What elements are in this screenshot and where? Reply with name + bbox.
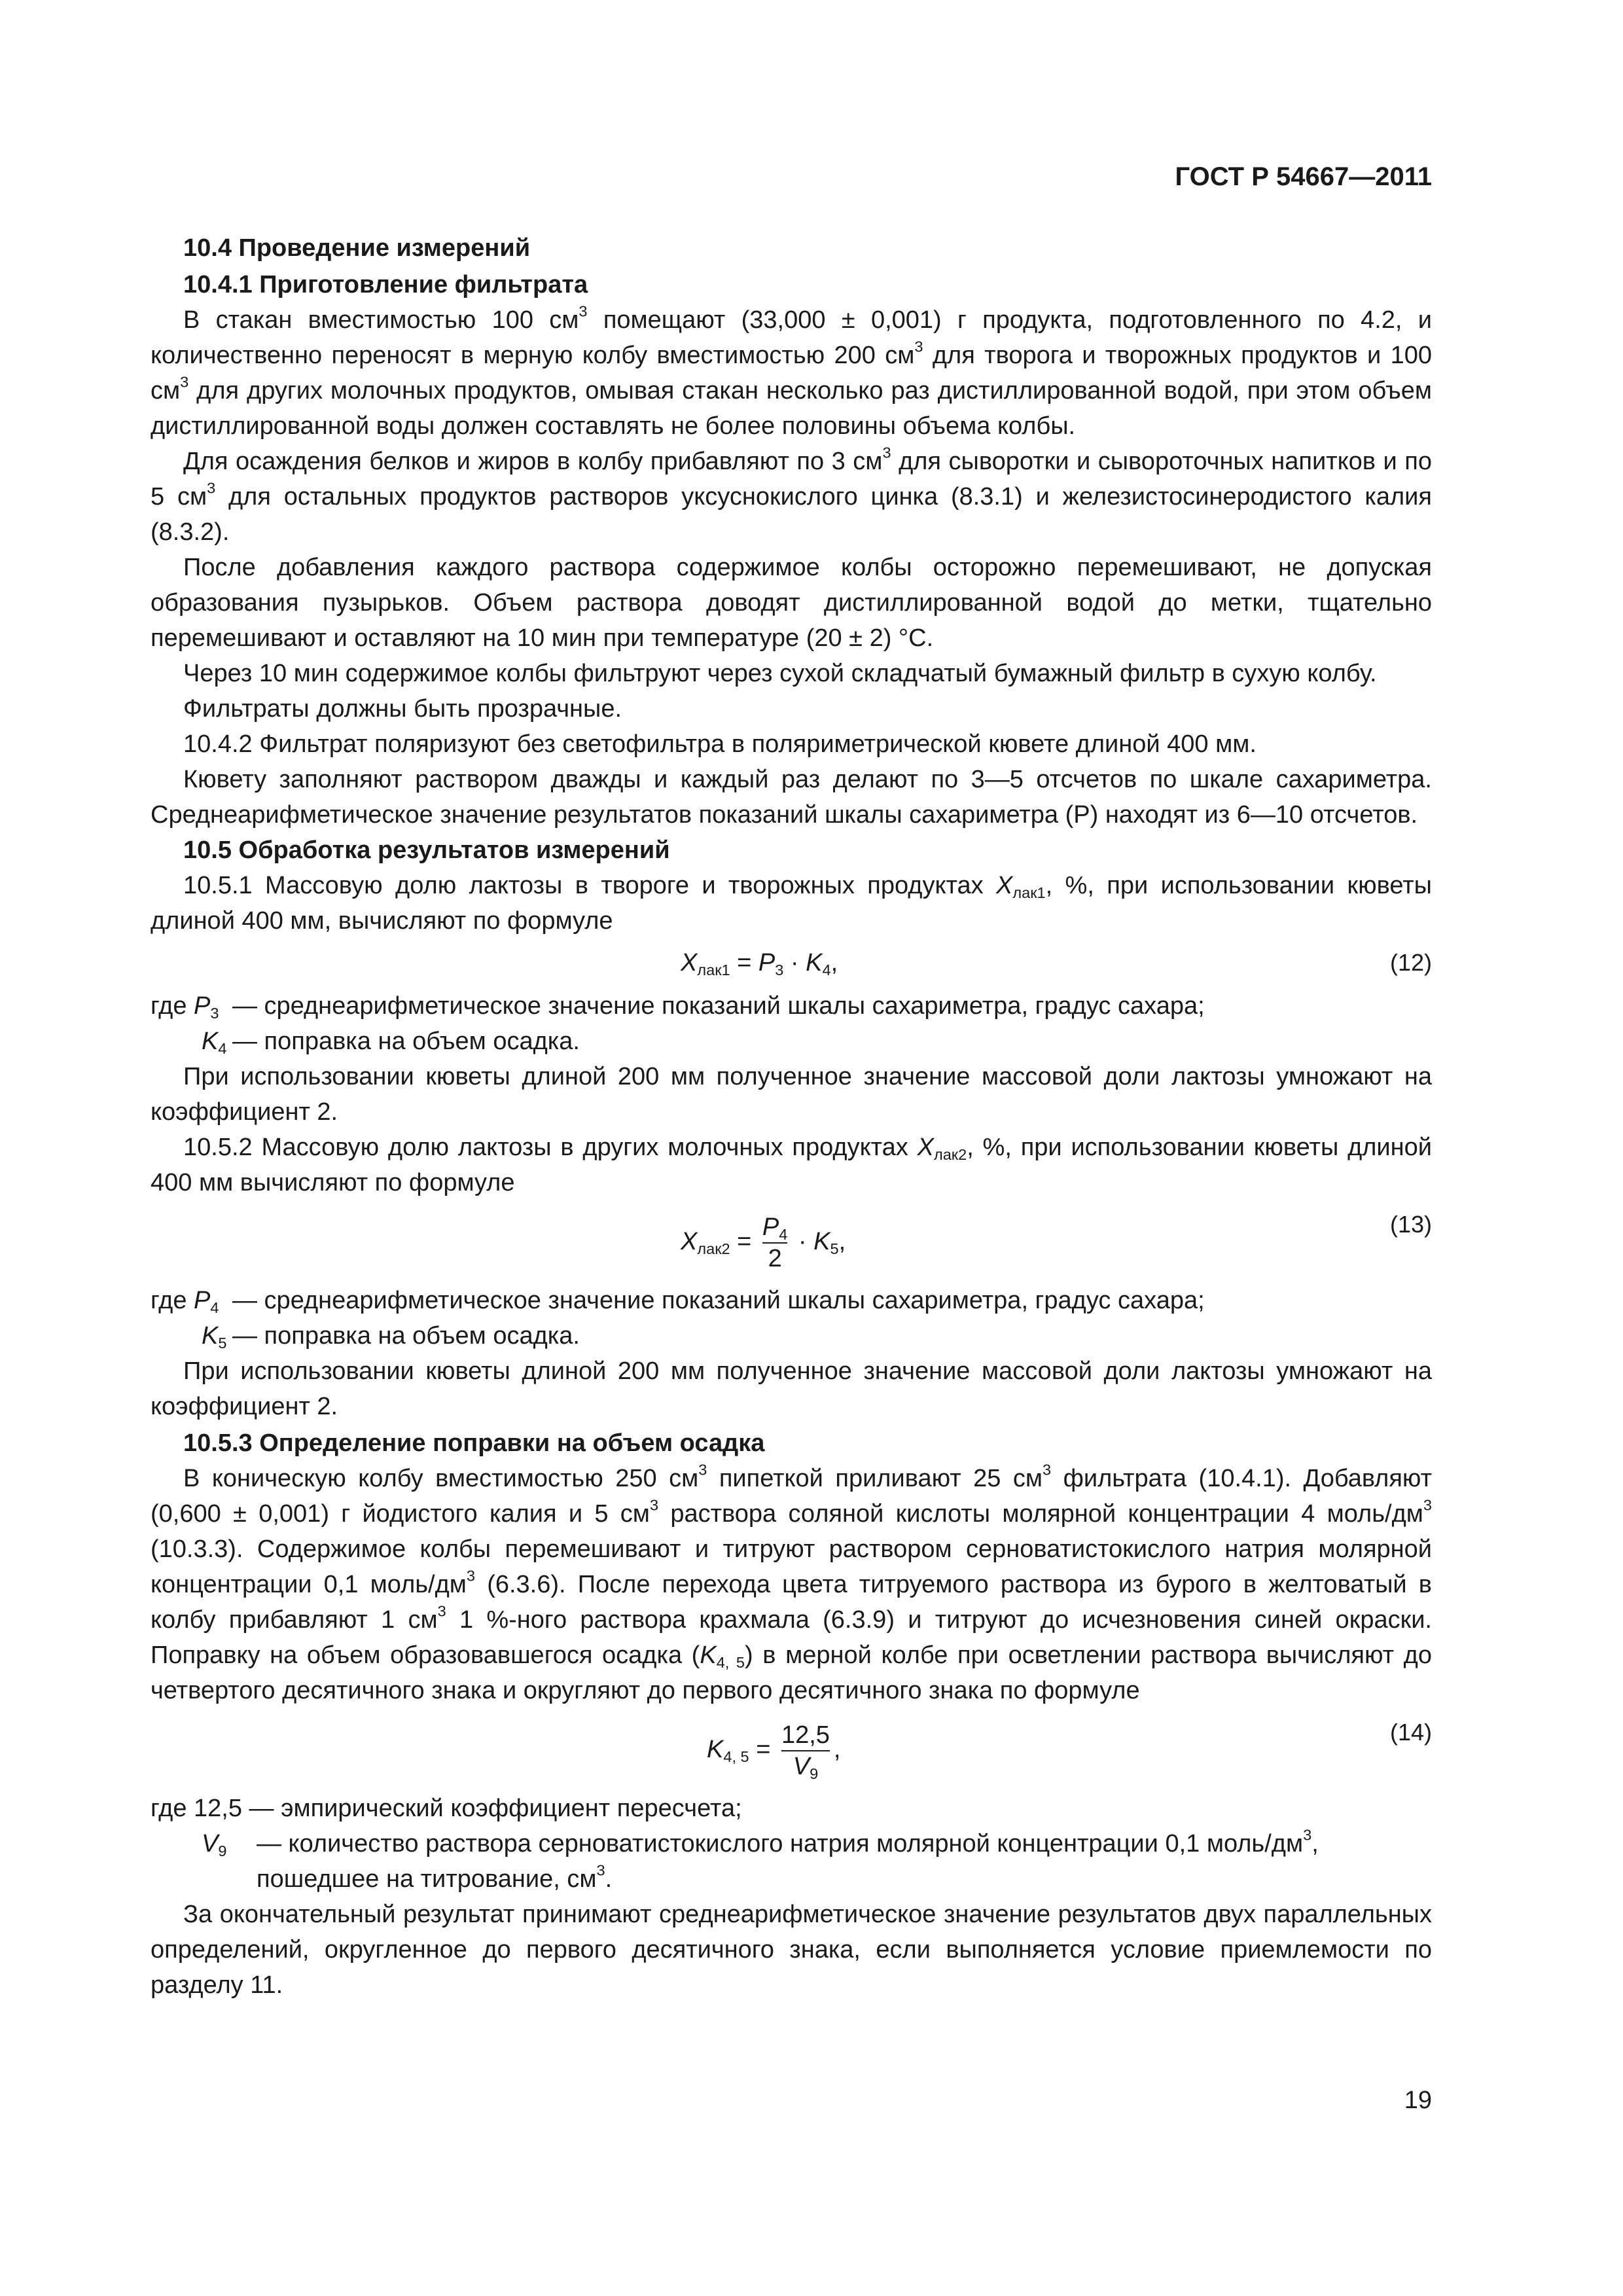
formula-number: (12) [1389,949,1432,976]
formula-13 [151,1207,1432,1279]
paragraph: 10.5.2 Массовую долю лактозы в других молочных продуктах $X_{лак2}$, %, при использовании кюветы длиной 400 мм вычисляют по формуле [151,1134,1432,1196]
formula-legend: $V_9$ — количество раствора серноватистокислого натрия молярной концентрации 0,1 моль/$дм^3$, [202,1826,1319,1860]
standard-number: ГОСТ Р 54667—2011 [1175,162,1432,191]
paragraph: При использовании кюветы длиной 200 мм полученное значение массовой доли лактозы умножают на коэффициент 2. [151,1063,1432,1126]
formula-expression: $X_{лак1} = P_3 \cdot K_4$, [681,949,838,979]
section-10-4-1-heading: 10.4.1 Приготовление фильтрата [183,271,588,298]
section-10-4-heading: 10.4 Проведение измерений [183,234,531,262]
formula-14 [151,1715,1432,1787]
page-number: 19 [1404,2087,1432,2114]
formula-legend: где $P_3$ — среднеарифметическое значение показаний шкалы сахариметра, градус сахара; [151,992,1205,1022]
formula-legend: $K_4$ — поправка на объем осадка. [202,1028,580,1058]
paragraph: 10.4.2 Фильтрат поляризуют без светофильтра в поляриметрической кювете длиной 400 мм. [183,730,1257,758]
section-10-5-3-heading: 10.5.3 Определение поправки на объем осадка [183,1429,765,1457]
paragraph: Для осаждения белков и жиров в колбу прибавляют по 3 $см^3$ для сыворотки и сывороточных напитков и по 5 $см^3$ для остальных продуктов растворов уксуснокислого цинка (8.3.1) и железистосинеродистого калия (8.3.2). [151,444,1432,546]
paragraph: 10.5.1 Массовую долю лактозы в твороге и творожных продуктах $X_{лак1}$, %, при использовании кюветы длиной 400 мм, вычисляют по формуле [151,872,1432,935]
formula-expression: $K_{4, 5}$ = $\frac{12,5}{V_9}$ , [707,1721,841,1783]
paragraph: Кювету заполняют раствором дважды и каждый раз делают по 3—5 отсчетов по шкале сахариметра. Среднеарифметическое значение результатов показаний шкалы сахариметра (Р) находят из 6—10 отсчетов. [151,766,1432,829]
paragraph: После добавления каждого раствора содержимое колбы осторожно перемешивают, не допуская образования пузырьков. Объем раствора доводят дистиллированной водой до метки, тщательно перемешивают и оставляют на 10 мин при температуре (20 ± 2) °С. [151,554,1432,652]
fraction: $\frac{12,5}{V_9}$ [781,1721,830,1783]
paragraph: В коническую колбу вместимостью 250 $см^3$ пипеткой приливают 25 $см^3$ фильтрата (10.4.1). Добавляют (0,600 ± 0,001) г йодистого калия и 5 $см^3$ раствора соляной кислоты молярной концентрации 4 моль/$дм^3$ (10.3.3). Содержимое колбы перемешивают и титруют раствором серноватистокислого натрия молярной концентрации 0,1 моль/$дм^3$ (6.3.6). После перехода цвета титруемого раствора из бурого в желтоватый в колбу прибавляют 1 $см^3$ 1 %-ного раствора крахмала (6.3.9) и титруют до исчезновения синей окраски. Поправку на объем образовавшегося осадка $(K_{4, 5})$ в мерной колбе при осветлении раствора вычисляют до четвертого десятичного знака и округляют до первого десятичного знака по формуле [151,1461,1432,1704]
formula-12 [151,945,1432,984]
formula-legend: где $P_4$ — среднеарифметическое значение показаний шкалы сахариметра, градус сахара; [151,1287,1205,1317]
section-10-5-heading: 10.5 Обработка результатов измерений [183,836,670,864]
formula-legend: $K_5$ — поправка на объем осадка. [202,1322,580,1352]
paragraph: В стакан вместимостью 100 $см^3$ помещают (33,000 ± 0,001) г продукта, подготовленного по 4.2, и количественно переносят в мерную колбу вместимостью 200 $см^3$ для творога и творожных продуктов и 100 $см^3$ для других молочных продуктов, омывая стакан несколько раз дистиллированной водой, при этом объем дистиллированной воды должен составлять не более половины объема колбы. [151,302,1433,440]
formula-legend-continuation: пошедшее на титрование, $см^3$. [257,1861,613,1893]
formula-expression: $X_{лак2}$ = $\frac{P_4}{2}$ · $K_5$, [681,1213,846,1272]
formula-legend: где 12,5 — эмпирический коэффициент пересчета; [151,1795,742,1822]
paragraph: Через 10 мин содержимое колбы фильтруют через сухой складчатый бумажный фильтр в сухую колбу. [183,660,1377,687]
fraction: $\frac{P_4}{2}$ [762,1213,788,1272]
paragraph: Фильтраты должны быть прозрачные. [183,695,622,723]
paragraph: При использовании кюветы длиной 200 мм полученное значение массовой доли лактозы умножают на коэффициент 2. [151,1357,1432,1420]
formula-number: (13) [1389,1211,1432,1238]
paragraph: За окончательный результат принимают среднеарифметическое значение результатов двух параллельных определений, округленное до первого десятичного знака, если выполняется условие приемлемости по разделу 11. [151,1901,1432,1999]
page-content [151,230,1432,2003]
formula-number: (14) [1389,1719,1432,1746]
